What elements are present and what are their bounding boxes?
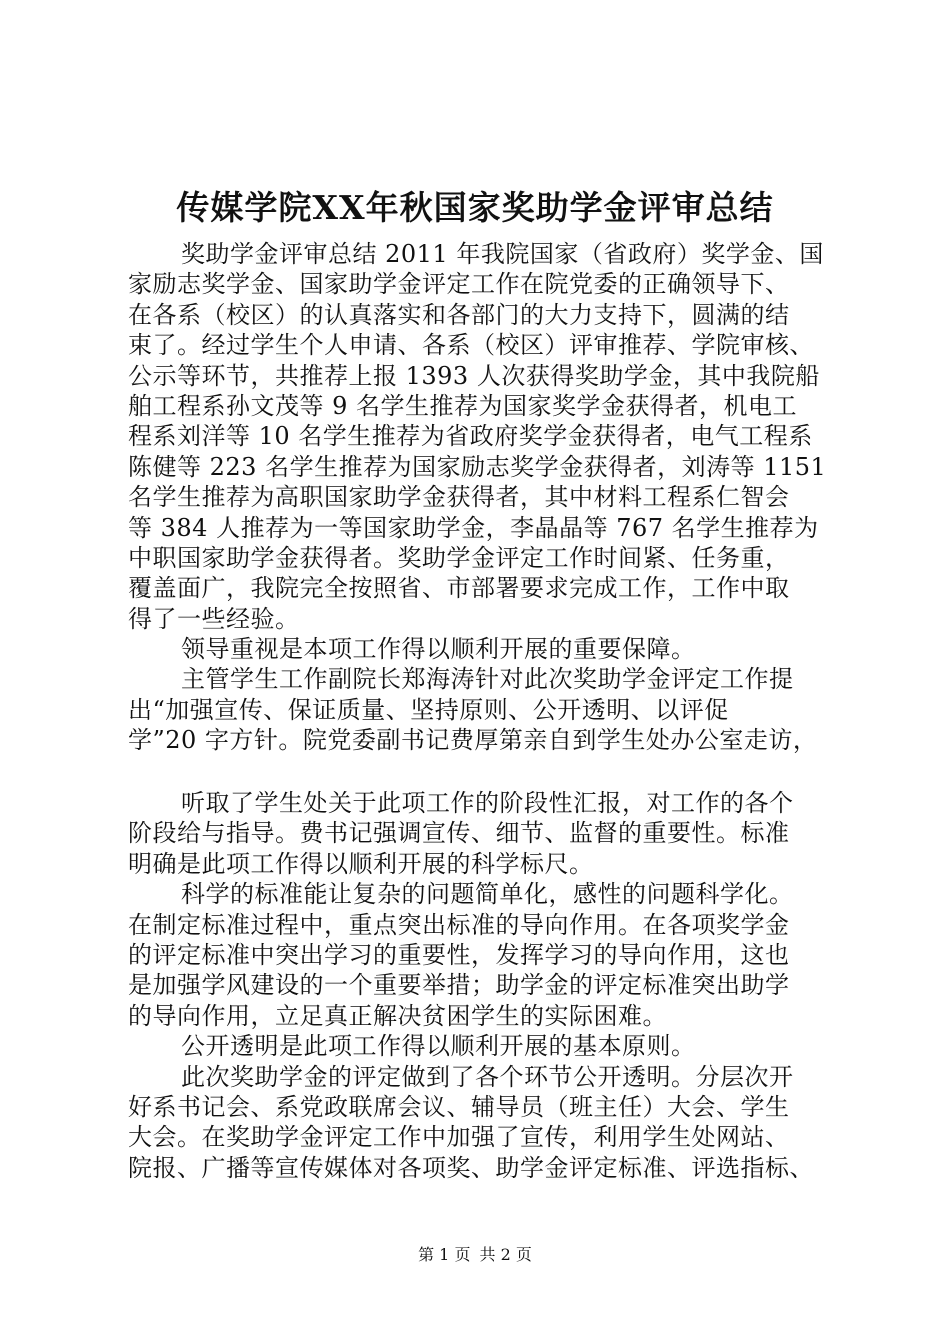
paragraph-line: 中职国家助学金获得者。奖助学金评定工作时间紧、任务重，: [128, 543, 790, 572]
paragraph-line: 在各系（校区）的认真落实和各部门的大力支持下，圆满的结: [128, 300, 790, 329]
paragraph-line: 领导重视是本项工作得以顺利开展的重要保障。: [181, 635, 696, 664]
paragraph-line: 学”20 字方针。院党委副书记费厚第亲自到学生处办公室走访，: [128, 726, 818, 755]
paragraph-line: 在制定标准过程中，重点突出标准的导向作用。在各项奖学金: [128, 910, 790, 939]
paragraph-line: 家励志奖学金、国家助学金评定工作在院党委的正确领导下、: [128, 270, 790, 299]
paragraph-line: 大会。在奖助学金评定工作中加强了宣传，利用学生处网站、: [128, 1123, 790, 1152]
paragraph-line: 舶工程系孙文茂等 9 名学生推荐为国家奖学金获得者，机电工: [128, 391, 798, 420]
paragraph-line: 得了一些经验。: [128, 604, 300, 633]
paragraph-line: 出“加强宣传、保证质量、坚持原则、公开透明、以评促: [128, 695, 729, 724]
paragraph-line: 此次奖助学金的评定做到了各个环节公开透明。分层次开: [181, 1062, 794, 1091]
body-text-part2: [128, 788, 828, 1183]
paragraph-line: 束了。经过学生个人申请、各系（校区）评审推荐、学院审核、: [128, 331, 814, 360]
paragraph-line: 等 384 人推荐为一等国家助学金，李晶晶等 767 名学生推荐为: [128, 513, 819, 542]
paragraph-line: 听取了学生处关于此项工作的阶段性汇报，对工作的各个: [181, 789, 794, 817]
paragraph-line: 陈健等 223 名学生推荐为国家励志奖学金获得者，刘涛等 1151: [128, 452, 827, 481]
page-number: 第 1 页: [418, 1245, 471, 1264]
paragraph-line: 主管学生工作副院长郑海涛针对此次奖助学金评定工作提: [181, 665, 794, 694]
paragraph-line: 程系刘洋等 10 名学生推荐为省政府奖学金获得者，电气工程系: [128, 422, 813, 451]
paragraph-line: 名学生推荐为高职国家助学金获得者，其中材料工程系仁智会: [128, 483, 790, 512]
body-text-part1: [128, 239, 828, 756]
paragraph-line: 明确是此项工作得以顺利开展的科学标尺。: [128, 849, 594, 878]
paragraph-line: 公开透明是此项工作得以顺利开展的基本原则。: [181, 1032, 696, 1061]
paragraph-line: 的导向作用，立足真正解决贫困学生的实际困难。: [128, 1001, 667, 1030]
document-title: 传媒学院XX年秋国家奖助学金评审总结: [176, 188, 774, 227]
page-total: 共 2 页: [479, 1245, 532, 1264]
paragraph-line: 奖助学金评审总结 2011 年我院国家（省政府）奖学金、国: [181, 240, 824, 268]
paragraph-line: 公示等环节，共推荐上报 1393 人次获得奖助学金，其中我院船: [128, 361, 820, 390]
paragraph-line: 覆盖面广，我院完全按照省、市部署要求完成工作，工作中取: [128, 574, 790, 603]
paragraph-line: 阶段给与指导。费书记强调宣传、细节、监督的重要性。标准: [128, 819, 790, 848]
paragraph-line: 的评定标准中突出学习的重要性，发挥学习的导向作用，这也: [128, 940, 790, 969]
paragraph-line: 是加强学风建设的一个重要举措；助学金的评定标准突出助学: [128, 971, 790, 1000]
paragraph-line: 好系书记会、系党政联席会议、辅导员（班主任）大会、学生: [128, 1092, 790, 1121]
page-footer: [0, 1244, 950, 1266]
paragraph-line: 科学的标准能让复杂的问题简单化，感性的问题科学化。: [181, 880, 794, 909]
paragraph-line: 院报、广播等宣传媒体对各项奖、助学金评定标准、评选指标、: [128, 1153, 814, 1182]
